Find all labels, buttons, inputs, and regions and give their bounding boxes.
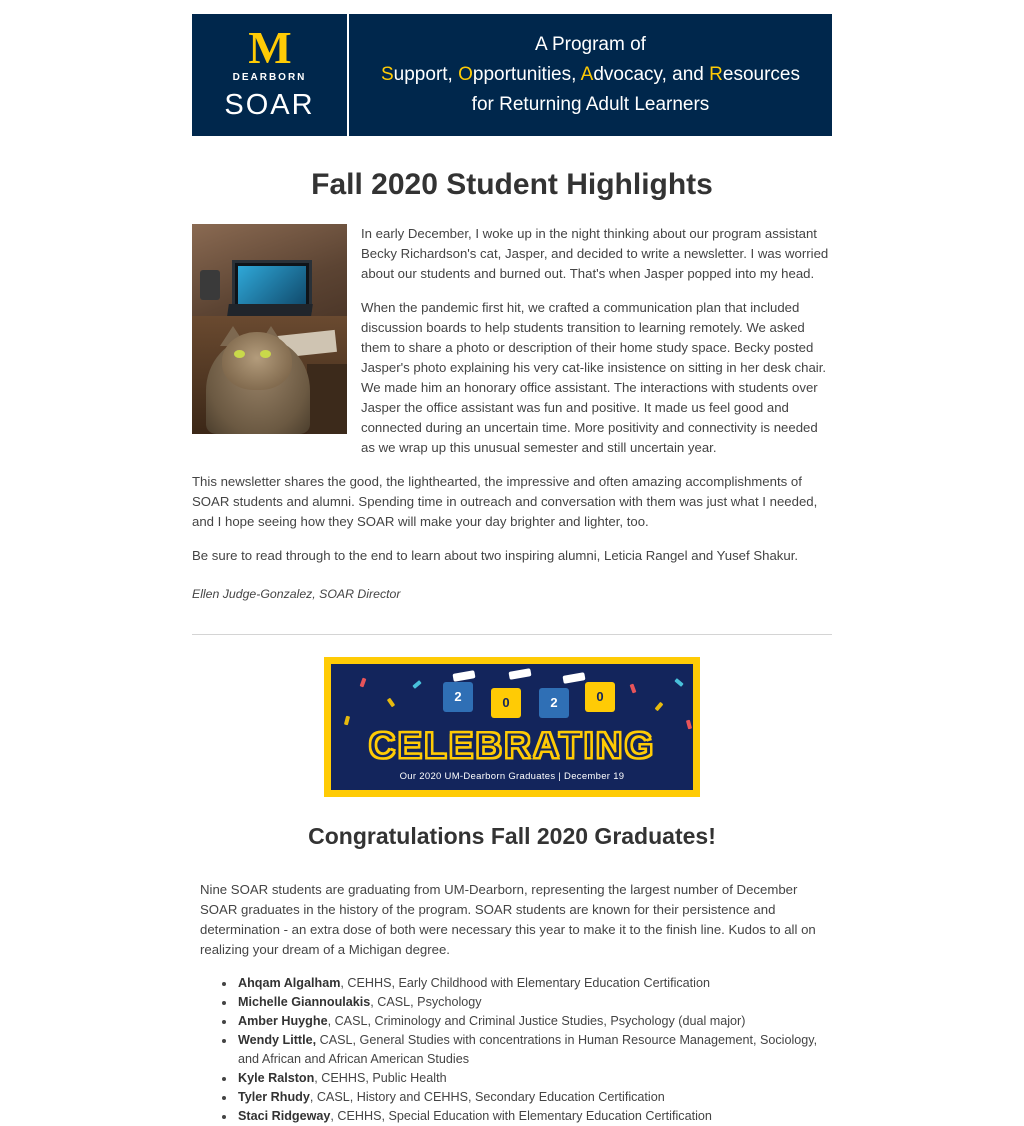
- list-item: [236, 1069, 832, 1088]
- year-flag-2: 0: [491, 688, 521, 718]
- tagline-r: R: [709, 64, 723, 85]
- graduates-list: [192, 974, 832, 1126]
- tagline-support: upport,: [393, 64, 459, 85]
- director-letter: [192, 224, 832, 604]
- list-item: [236, 974, 832, 993]
- graduate-detail: , CASL, Criminology and Criminal Justice Studies, Psychology (dual major): [327, 1014, 746, 1028]
- tagline-a: A: [580, 64, 594, 85]
- letter-paragraph-2: When the pandemic first hit, we crafted a communication plan that included discussion boards to help students transition to learning remotely. We asked them to share a photo or description of their home study space. Becky posted Jasper's photo explaining his very cat-like insistence on sitting in her desk chair. We made him an honorary office assistant. The interactions with students over Jasper the office assistant was fun and positive. It made us feel good and connected during an uncertain time. More positivity and connectivity is needed as we wrap up this unusual semester and still uncertain year.: [361, 300, 827, 455]
- tagline-o: O: [458, 64, 473, 85]
- page-title: Fall 2020 Student Highlights: [311, 168, 713, 201]
- graduate-detail: , CASL, History and CEHHS, Secondary Education Certification: [309, 1090, 665, 1104]
- year-flag-4: 0: [585, 682, 615, 712]
- tagline-resources: esources: [722, 64, 800, 85]
- list-item: [236, 993, 832, 1012]
- letter-paragraph-3: This newsletter shares the good, the lighthearted, the impressive and often amazing accomplishments of SOAR students and alumni. Spending time in outreach and conversation with them was just what I needed, and I hope seeing how they SOAR will make your day brighter and lighter, too.: [192, 474, 818, 529]
- um-m-logo: M: [248, 22, 291, 73]
- graduate-detail: CASL, General Studies with concentrations in Human Resource Management, Sociology, and African and African American Studies: [238, 1033, 818, 1066]
- graduate-name: Amber Huyghe: [238, 1014, 328, 1028]
- graduate-name: Ahqam Algalham: [238, 976, 341, 990]
- graduate-detail: , CASL, Psychology: [370, 995, 482, 1009]
- tagline-line-3: for Returning Adult Learners: [471, 94, 710, 115]
- graduates-intro-wrap: [192, 880, 832, 960]
- graduate-detail: , CEHHS, Early Childhood with Elementary Education Certification: [340, 976, 710, 990]
- celebrating-headline: CELEBRATING: [368, 725, 656, 766]
- bunting-decoration: [331, 672, 693, 726]
- newsletter-content: [192, 14, 832, 1126]
- list-item: [236, 1107, 832, 1126]
- graduate-detail: , CEHHS, Public Health: [314, 1071, 447, 1085]
- celebrating-graphic-wrap: [192, 657, 832, 797]
- tagline-line-1: A Program of: [535, 34, 646, 55]
- graduate-name: Tyler Rhudy: [238, 1090, 310, 1104]
- celebrating-subtitle: Our 2020 UM-Dearborn Graduates | December 19: [399, 771, 625, 782]
- graduates-intro: Nine SOAR students are graduating from UM-Dearborn, representing the largest number of December SOAR graduates in the history of the program. SOAR students are known for their persistence and determination - an extra dose of both were necessary this year to make it to the finish line. Kudos to all on realizing your dream of a Michigan degree.: [200, 882, 816, 957]
- graduate-name: Kyle Ralston: [238, 1071, 315, 1085]
- celebrating-graphic: [324, 657, 700, 797]
- list-item: [236, 1031, 832, 1069]
- list-item: [236, 1012, 832, 1031]
- list-item: [236, 1088, 832, 1107]
- tagline-opportunities: pportunities,: [472, 64, 581, 85]
- graduate-name: Wendy Little,: [238, 1033, 317, 1047]
- graduates-heading: Congratulations Fall 2020 Graduates!: [308, 823, 716, 849]
- graduate-name: Staci Ridgeway: [238, 1109, 331, 1123]
- year-flag-1: 2: [443, 682, 473, 712]
- header-banner: [192, 14, 832, 136]
- letter-paragraph-1: In early December, I woke up in the night thinking about our program assistant Becky Richardson's cat, Jasper, and decided to write a newsletter. I was worried about our students and burned out. That's when Jasper popped into my head.: [361, 226, 829, 281]
- tagline-line-2: [381, 60, 800, 90]
- soar-wordmark: SOAR: [224, 89, 315, 121]
- letter-signature: Ellen Judge-Gonzalez, SOAR Director: [192, 587, 401, 601]
- year-flag-3: 2: [539, 688, 569, 718]
- dearborn-label: DEARBORN: [232, 72, 307, 83]
- tagline-advocacy: dvocacy, and: [593, 64, 710, 85]
- tagline-s: S: [380, 64, 394, 85]
- banner-tagline: [349, 14, 832, 136]
- letter-paragraph-4: Be sure to read through to the end to learn about two inspiring alumni, Leticia Rangel and Yusef Shakur.: [192, 548, 799, 563]
- cat-on-desk-chair-photo: [192, 224, 347, 434]
- soar-logo-block: [192, 14, 349, 136]
- graduate-name: Michelle Giannoulakis: [238, 995, 371, 1009]
- graduate-detail: , CEHHS, Special Education with Elementary Education Certification: [330, 1109, 712, 1123]
- newsletter-page: [0, 14, 1024, 1123]
- section-divider: [192, 634, 832, 635]
